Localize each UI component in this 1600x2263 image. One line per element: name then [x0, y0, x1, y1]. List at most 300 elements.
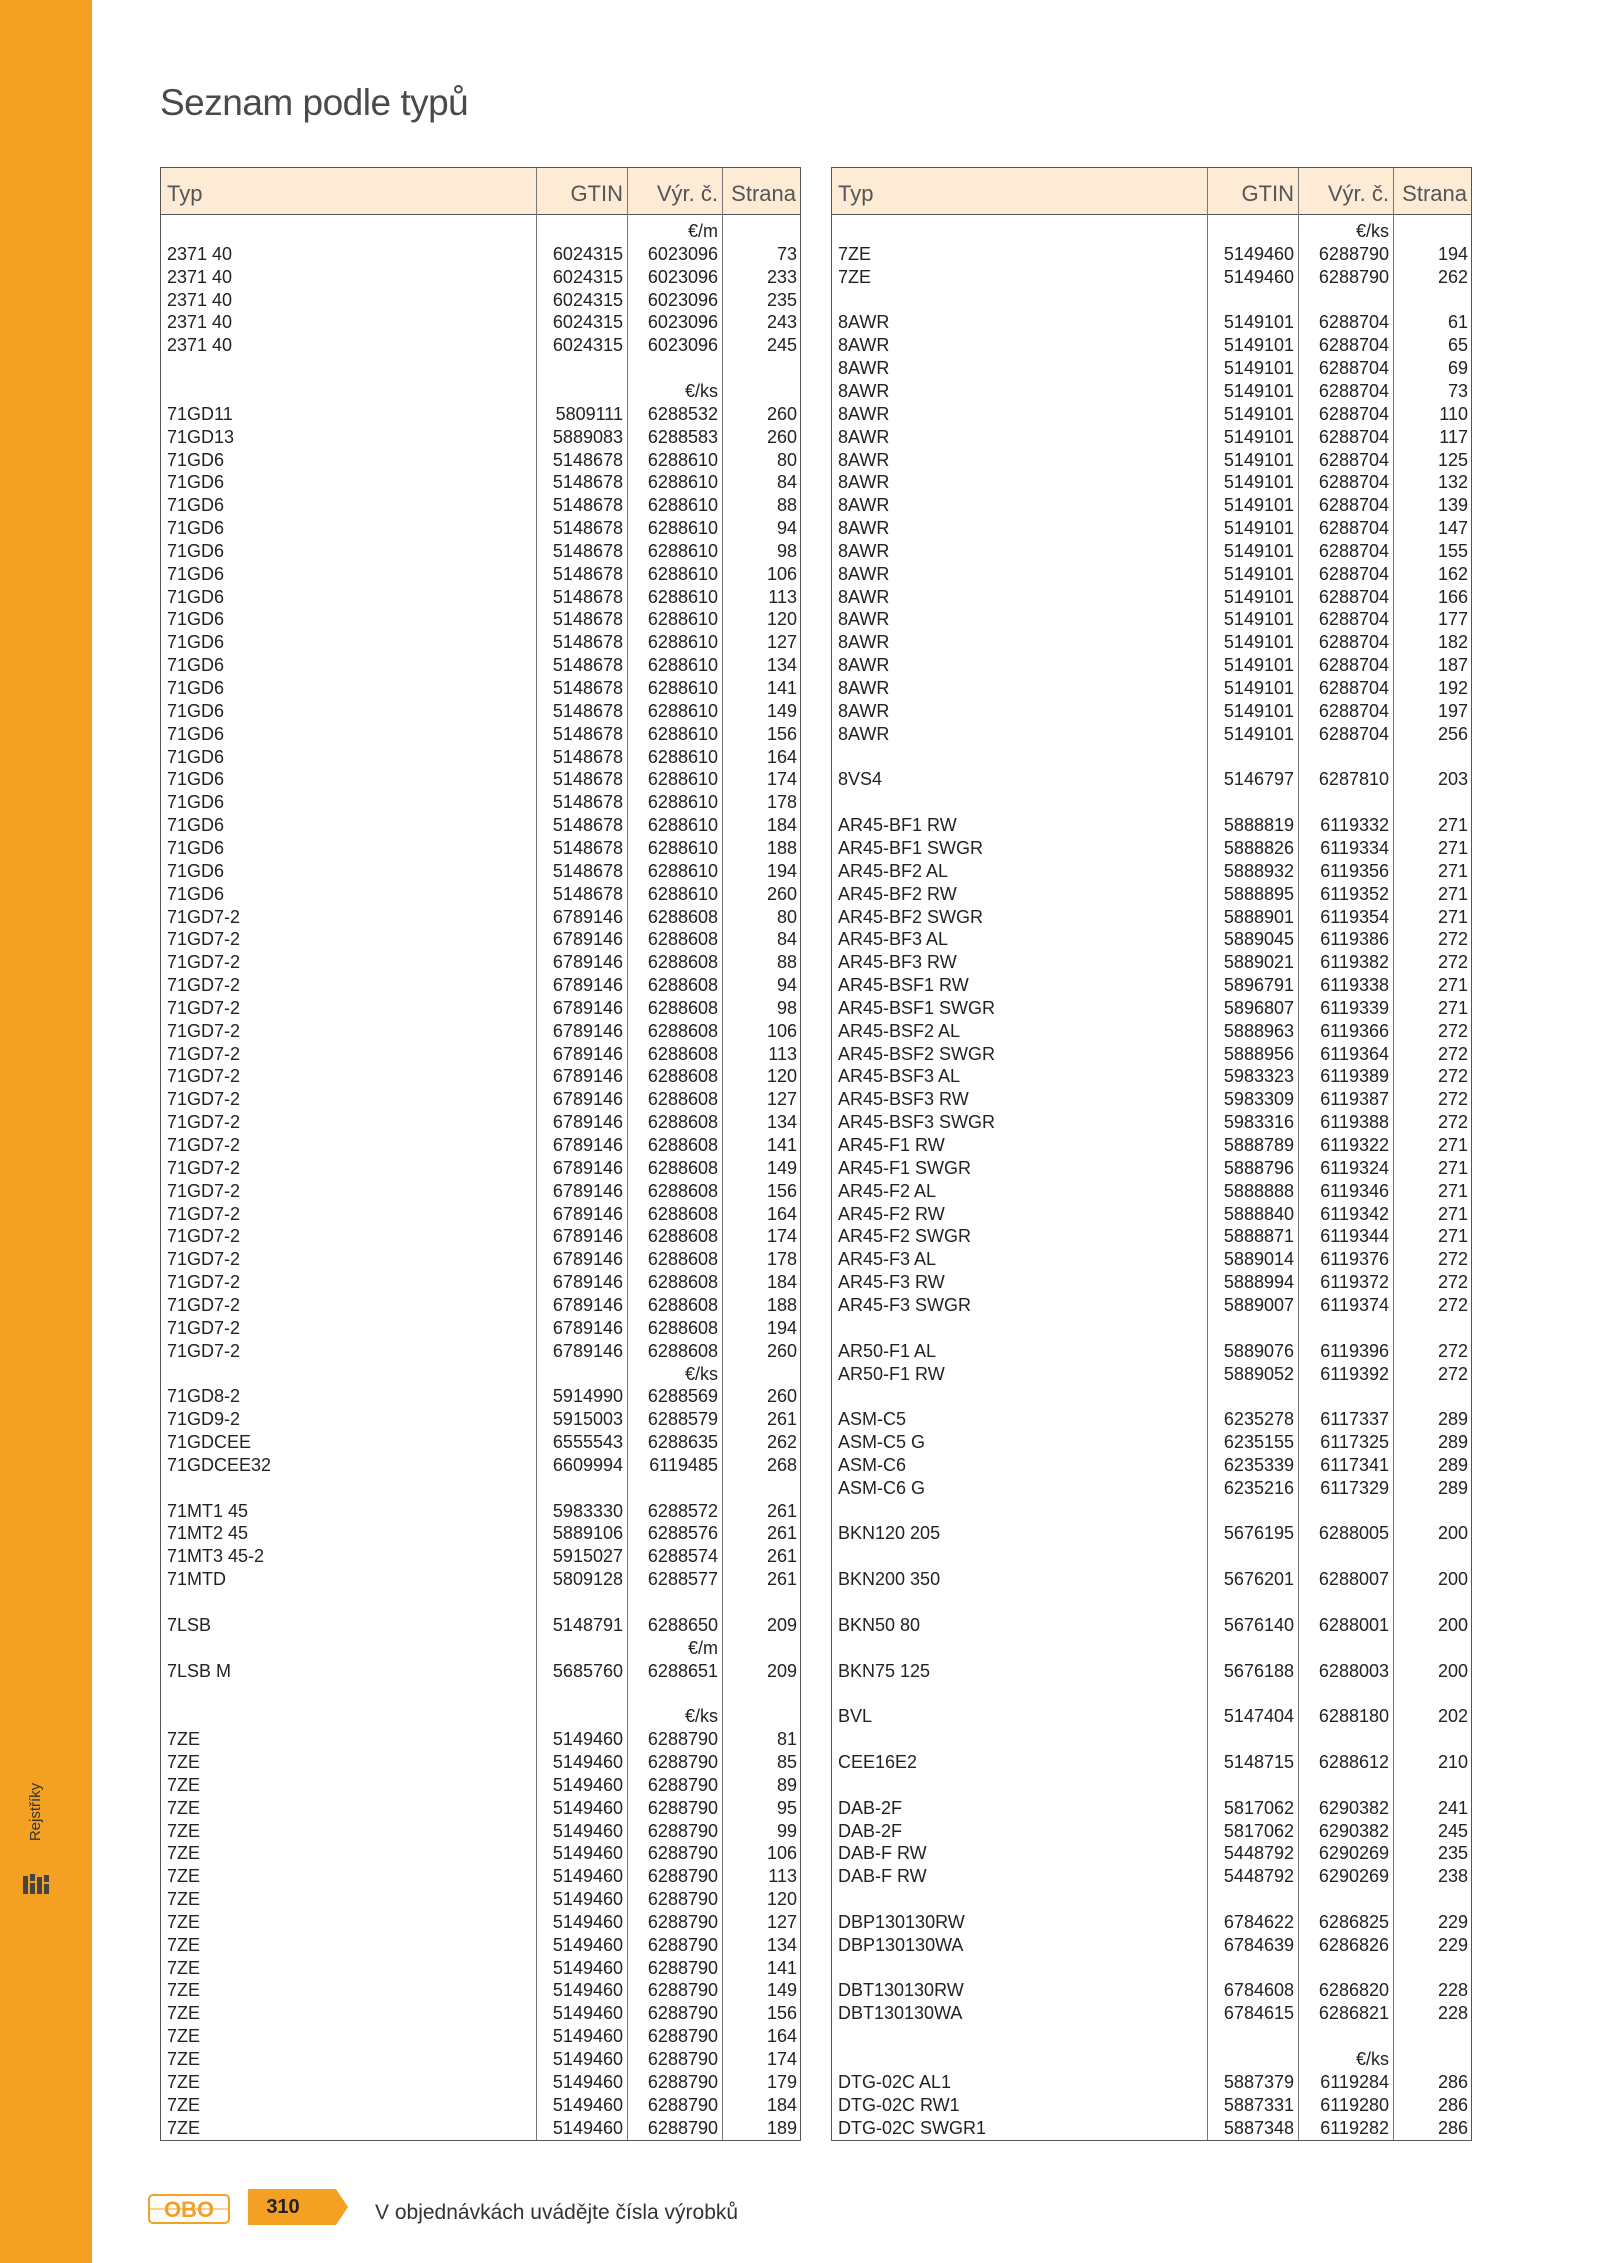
cell-strana: 73 — [1447, 380, 1468, 401]
cell-gtin: 5149460 — [552, 2026, 623, 2047]
cell-vyr: 6288650 — [647, 1614, 718, 1635]
cell-strana: 200 — [1437, 1569, 1468, 1590]
cell-gtin: 5887379 — [1223, 2071, 1294, 2092]
cell-typ: AR45-F2 AL — [838, 1180, 937, 1201]
cell-typ: 8AWR — [838, 678, 890, 698]
index-icon — [22, 1873, 50, 1895]
cell-typ: 7ZE — [167, 1774, 201, 1795]
cell-strana: 260 — [766, 1386, 797, 1407]
cell-strana: 94 — [776, 975, 797, 996]
table-row — [832, 906, 1471, 929]
cell-gtin: 5889014 — [1223, 1249, 1294, 1270]
cell-strana: 113 — [768, 1043, 797, 1064]
table-row — [161, 471, 800, 494]
cell-typ: 7LSB — [167, 1614, 212, 1635]
cell-strana: 262 — [766, 1432, 797, 1453]
cell-vyr: 6288704 — [1318, 358, 1389, 379]
cell-typ: BVL — [838, 1706, 873, 1727]
table-row — [161, 1111, 800, 1134]
cell-gtin: 5896791 — [1223, 975, 1294, 996]
cell-typ: AR45-F2 RW — [838, 1203, 945, 1224]
cell-strana: 228 — [1437, 1980, 1468, 2001]
cell-gtin: 6235155 — [1223, 1432, 1294, 1453]
cell-strana: 139 — [1437, 495, 1468, 516]
cell-typ: AR45-F2 SWGR — [838, 1226, 972, 1247]
cell-strana: 272 — [1437, 1020, 1468, 1041]
cell-strana: 106 — [766, 1843, 797, 1864]
cell-vyr: 6288608 — [647, 1317, 718, 1338]
cell-gtin: 5149460 — [552, 1751, 623, 1772]
cell-vyr: 6119392 — [1320, 1363, 1389, 1384]
cell-vyr: 6288610 — [647, 700, 718, 721]
cell-typ: 71GD6 — [167, 632, 225, 653]
cell-typ: 71GD7-2 — [167, 1066, 241, 1087]
cell-gtin: 6789146 — [552, 1157, 623, 1178]
cell-gtin: 5148678 — [552, 632, 623, 653]
cell-gtin: 5148715 — [1223, 1751, 1294, 1772]
cell-typ: AR45-BF2 SWGR — [838, 906, 984, 927]
spacer-row — [832, 1774, 1471, 1797]
table-row — [832, 426, 1471, 449]
cell-typ: 71GD7-2 — [167, 1157, 241, 1178]
cell-typ: AR45-F1 RW — [838, 1135, 945, 1155]
cell-vyr: 6119352 — [1320, 883, 1389, 904]
cell-typ: 7ZE — [167, 1843, 201, 1864]
cell-gtin: 5915027 — [552, 1546, 623, 1567]
cell-vyr: 6023096 — [647, 289, 718, 310]
cell-gtin: 6235216 — [1223, 1477, 1294, 1498]
cell-gtin: 5676188 — [1223, 1660, 1294, 1681]
cell-vyr: 6288608 — [647, 997, 718, 1018]
table-row — [161, 1568, 800, 1591]
cell-gtin: 5149101 — [1223, 632, 1294, 653]
table-row — [832, 494, 1471, 517]
cell-vyr: 6288612 — [1318, 1751, 1389, 1772]
cell-strana: 127 — [766, 632, 797, 653]
cell-gtin: 5888956 — [1223, 1043, 1294, 1064]
cell-strana: 272 — [1437, 929, 1468, 950]
cell-typ: 7ZE — [167, 1751, 201, 1772]
table-row — [161, 700, 800, 723]
cell-gtin: 5149101 — [1223, 563, 1294, 584]
cell-vyr: 6288790 — [647, 1957, 718, 1978]
cell-vyr: 6288790 — [647, 1843, 718, 1864]
cell-vyr: 6288610 — [647, 746, 718, 767]
cell-strana: 188 — [766, 837, 797, 858]
cell-strana: 156 — [766, 723, 797, 744]
cell-gtin: 6784622 — [1223, 1911, 1294, 1932]
cell-vyr: 6288610 — [647, 792, 718, 813]
cell-strana: 271 — [1437, 975, 1468, 996]
cell-strana: 182 — [1437, 632, 1468, 653]
cell-vyr: 6288790 — [647, 2071, 718, 2092]
cell-vyr: 6290269 — [1318, 1866, 1389, 1887]
cell-vyr: 6119376 — [1320, 1249, 1389, 1270]
cell-strana: 260 — [766, 1340, 797, 1361]
cell-vyr: 6288608 — [647, 975, 718, 996]
unit-row — [832, 2048, 1471, 2071]
cell-strana: 84 — [776, 472, 797, 493]
table-row — [161, 928, 800, 951]
cell-gtin: 6024315 — [552, 243, 623, 264]
cell-typ: 71GD7-2 — [167, 1317, 241, 1338]
cell-typ: ASM-C6 — [838, 1454, 907, 1475]
cell-typ: 8AWR — [838, 358, 890, 379]
cell-strana: 229 — [1437, 1911, 1468, 1932]
cell-typ: 8AWR — [838, 609, 890, 630]
cell-strana: 113 — [768, 586, 797, 607]
cell-strana: 271 — [1437, 837, 1468, 858]
table-row — [832, 951, 1471, 974]
cell-typ: 8AWR — [838, 495, 890, 516]
cell-typ: 71GD7-2 — [167, 1272, 241, 1293]
cell-strana: 241 — [1437, 1797, 1468, 1818]
cell-vyr: 6288610 — [647, 540, 718, 561]
cell-vyr: 6288790 — [647, 1774, 718, 1795]
table-row — [832, 266, 1471, 289]
table-row — [832, 1865, 1471, 1888]
cell-vyr: 6288704 — [1318, 472, 1389, 493]
cell-vyr: 6288790 — [647, 1729, 718, 1750]
table-row — [832, 1568, 1471, 1591]
cell-typ: 7ZE — [167, 2049, 201, 2069]
table-row — [161, 1431, 800, 1454]
cell-typ: AR45-F3 AL — [838, 1249, 937, 1270]
cell-vyr: 6286821 — [1318, 2003, 1389, 2024]
cell-vyr: 6288704 — [1318, 380, 1389, 401]
table-row — [161, 334, 800, 357]
cell-gtin: 5149101 — [1223, 380, 1294, 401]
table-row — [161, 1134, 800, 1157]
spacer-row — [832, 1317, 1471, 1340]
cell-typ: 7ZE — [838, 266, 872, 287]
cell-typ: 71GD7-2 — [167, 1340, 241, 1361]
cell-typ: AR45-BF3 RW — [838, 952, 957, 973]
cell-strana: 179 — [766, 2071, 797, 2092]
cell-typ: 71GD6 — [167, 837, 225, 858]
cell-gtin: 5983330 — [552, 1500, 623, 1521]
sidebar-strip — [0, 0, 92, 2263]
cell-typ: ASM-C5 — [838, 1409, 907, 1430]
table-row — [832, 837, 1471, 860]
cell-strana: 69 — [1447, 358, 1468, 379]
cell-gtin: 6789146 — [552, 1226, 623, 1247]
cell-typ: 71GD7-2 — [167, 906, 241, 927]
cell-typ: AR45-BSF2 SWGR — [838, 1043, 996, 1064]
cell-strana: 243 — [766, 312, 797, 333]
cell-gtin: 5149460 — [552, 2094, 623, 2115]
table-row — [832, 1408, 1471, 1431]
cell-typ: 71GD6 — [167, 700, 225, 721]
cell-typ: 71GDCEE — [167, 1432, 252, 1453]
cell-gtin: 6784608 — [1223, 1980, 1294, 2001]
cell-typ: AR45-BF1 RW — [838, 815, 957, 836]
cell-gtin: 6789146 — [552, 929, 623, 950]
cell-gtin: 5148678 — [552, 746, 623, 767]
cell-strana: 192 — [1437, 678, 1468, 698]
cell-vyr: 6288704 — [1318, 609, 1389, 630]
table-row — [832, 311, 1471, 334]
table-row — [832, 1842, 1471, 1865]
cell-gtin: 5888895 — [1223, 883, 1294, 904]
spacer-row — [832, 1545, 1471, 1568]
cell-typ: AR45-F3 RW — [838, 1272, 945, 1293]
table-row — [161, 1385, 800, 1408]
table-row — [161, 2002, 800, 2025]
cell-strana: 271 — [1437, 1157, 1468, 1178]
table-row — [832, 1363, 1471, 1386]
cell-gtin: 5149101 — [1223, 403, 1294, 424]
cell-gtin: 5888819 — [1223, 815, 1294, 836]
cell-typ: 8AWR — [838, 723, 890, 744]
cell-vyr: 6119344 — [1320, 1226, 1389, 1247]
cell-gtin: 5149460 — [552, 1866, 623, 1887]
unit-cell: €/ks — [684, 380, 718, 401]
cell-gtin: 5149460 — [552, 1957, 623, 1978]
cell-vyr: 6288608 — [647, 1249, 718, 1270]
table-row — [832, 586, 1471, 609]
cell-vyr: 6288704 — [1318, 335, 1389, 356]
cell-gtin: 5148678 — [552, 700, 623, 721]
cell-vyr: 6288608 — [647, 1180, 718, 1201]
table-row — [832, 723, 1471, 746]
cell-vyr: 6288704 — [1318, 403, 1389, 424]
cell-strana: 194 — [766, 1317, 797, 1338]
cell-gtin: 5148678 — [552, 860, 623, 881]
cell-typ: AR45-BF2 AL — [838, 860, 949, 881]
table-row — [832, 883, 1471, 906]
cell-typ: DTG-02C SWGR1 — [838, 2117, 987, 2138]
cell-vyr: 6119282 — [1320, 2117, 1389, 2138]
table-row — [161, 563, 800, 586]
table-row — [161, 723, 800, 746]
cell-vyr: 6290382 — [1318, 1820, 1389, 1841]
table-row — [161, 243, 800, 266]
cell-strana: 149 — [766, 1980, 797, 2001]
cell-typ: 8AWR — [838, 426, 890, 447]
cell-typ: 8AWR — [838, 700, 890, 721]
cell-gtin: 5888871 — [1223, 1226, 1294, 1247]
cell-vyr: 6119382 — [1320, 952, 1389, 973]
cell-gtin: 5149460 — [552, 1889, 623, 1910]
cell-strana: 200 — [1437, 1660, 1468, 1681]
cell-typ: AR45-F3 SWGR — [838, 1294, 972, 1315]
type-index-table-right — [831, 167, 1472, 2141]
cell-strana: 233 — [766, 266, 797, 287]
cell-typ: AR45-BSF3 AL — [838, 1066, 961, 1087]
table-row — [832, 334, 1471, 357]
cell-typ: 71GD6 — [167, 586, 225, 607]
cell-vyr: 6023096 — [647, 266, 718, 287]
cell-strana: 261 — [766, 1409, 797, 1430]
cell-vyr: 6288608 — [647, 906, 718, 927]
cell-strana: 189 — [766, 2117, 797, 2138]
spacer-row — [832, 2025, 1471, 2048]
cell-typ: AR45-BF2 RW — [838, 883, 957, 904]
cell-strana: 272 — [1437, 1249, 1468, 1270]
cell-vyr: 6119372 — [1320, 1272, 1389, 1293]
cell-typ: 7ZE — [838, 243, 872, 264]
cell-typ: 71GD6 — [167, 792, 225, 813]
table-row — [161, 951, 800, 974]
cell-typ: DBT130130RW — [838, 1980, 964, 2001]
cell-strana: 141 — [766, 1957, 797, 1978]
table-row — [832, 1660, 1471, 1683]
cell-vyr: 6290382 — [1318, 1797, 1389, 1818]
cell-gtin: 5148678 — [552, 586, 623, 607]
cell-vyr: 6288569 — [647, 1386, 718, 1407]
table-row — [161, 1911, 800, 1934]
cell-gtin: 5149460 — [552, 2049, 623, 2069]
cell-vyr: 6119280 — [1320, 2094, 1389, 2115]
cell-vyr: 6288790 — [647, 1751, 718, 1772]
cell-strana: 73 — [776, 243, 797, 264]
cell-vyr: 6288610 — [647, 860, 718, 881]
cell-typ: 8AWR — [838, 563, 890, 584]
cell-strana: 178 — [766, 1249, 797, 1270]
cell-gtin: 5809128 — [552, 1569, 623, 1590]
cell-gtin: 5149101 — [1223, 495, 1294, 516]
cell-gtin: 6789146 — [552, 1249, 623, 1270]
table-row — [161, 837, 800, 860]
cell-typ: 71GD6 — [167, 815, 225, 836]
cell-typ: 71GD6 — [167, 495, 225, 516]
cell-typ: 8AWR — [838, 655, 890, 676]
cell-strana: 94 — [776, 518, 797, 539]
column-header-gtin: GTIN — [570, 181, 623, 206]
table-row — [832, 1294, 1471, 1317]
cell-strana: 271 — [1437, 997, 1468, 1018]
cell-gtin: 6609994 — [552, 1454, 623, 1475]
table-row — [161, 494, 800, 517]
cell-typ: BKN50 80 — [838, 1614, 921, 1635]
cell-gtin: 5148678 — [552, 540, 623, 561]
table-row — [161, 289, 800, 312]
spacer-row — [832, 1385, 1471, 1408]
cell-strana: 166 — [1437, 586, 1468, 607]
cell-typ: DAB-F RW — [838, 1866, 927, 1887]
cell-vyr: 6288704 — [1318, 312, 1389, 333]
cell-strana: 200 — [1437, 1614, 1468, 1635]
spacer-row — [832, 1888, 1471, 1911]
cell-gtin: 5983323 — [1223, 1066, 1294, 1087]
unit-row — [161, 1637, 800, 1660]
cell-typ: 71GD7-2 — [167, 952, 241, 973]
cell-strana: 141 — [766, 678, 797, 698]
table-row — [832, 997, 1471, 1020]
cell-typ: 71GD6 — [167, 518, 225, 539]
cell-vyr: 6119322 — [1320, 1135, 1389, 1155]
table-row — [832, 403, 1471, 426]
cell-vyr: 6023096 — [647, 335, 718, 356]
cell-strana: 289 — [1437, 1432, 1468, 1453]
cell-typ: 71GD6 — [167, 472, 225, 493]
cell-typ: 71GD6 — [167, 769, 225, 790]
cell-strana: 178 — [766, 792, 797, 813]
spacer-row — [161, 1477, 800, 1500]
spacer-row — [832, 1591, 1471, 1614]
cell-strana: 120 — [766, 1889, 797, 1910]
table-row — [832, 2117, 1471, 2140]
unit-cell: €/m — [687, 1637, 718, 1658]
cell-vyr: 6288790 — [647, 1866, 718, 1887]
cell-strana: 261 — [766, 1569, 797, 1590]
table-row — [832, 449, 1471, 472]
cell-vyr: 6288635 — [647, 1432, 718, 1453]
cell-typ: AR50-F1 RW — [838, 1363, 945, 1384]
table-row — [161, 540, 800, 563]
cell-gtin: 6789146 — [552, 1020, 623, 1041]
table-row — [832, 1820, 1471, 1843]
cell-typ: 71GD7-2 — [167, 975, 241, 996]
cell-strana: 271 — [1437, 1226, 1468, 1247]
cell-gtin: 5148678 — [552, 449, 623, 470]
cell-typ: 7ZE — [167, 2003, 201, 2024]
cell-strana: 260 — [766, 883, 797, 904]
cell-strana: 209 — [766, 1614, 797, 1635]
cell-gtin: 5149101 — [1223, 586, 1294, 607]
spacer-row — [832, 1957, 1471, 1980]
cell-vyr: 6288180 — [1318, 1706, 1389, 1727]
cell-gtin: 5149460 — [1223, 266, 1294, 287]
cell-strana: 202 — [1437, 1706, 1468, 1727]
cell-typ: 7ZE — [167, 1889, 201, 1910]
cell-gtin: 5889007 — [1223, 1294, 1294, 1315]
cell-typ: 2371 40 — [167, 289, 233, 310]
cell-gtin: 5148678 — [552, 609, 623, 630]
cell-typ: 71GDCEE32 — [167, 1454, 272, 1475]
cell-vyr: 6288583 — [647, 426, 718, 447]
cell-strana: 271 — [1437, 1135, 1468, 1155]
cell-gtin: 5149101 — [1223, 518, 1294, 539]
cell-typ: CEE16E2 — [838, 1751, 918, 1772]
cell-typ: 2371 40 — [167, 243, 233, 264]
column-header-vyr: Výr. č. — [1327, 181, 1389, 206]
table-row — [161, 1065, 800, 1088]
cell-vyr: 6288704 — [1318, 723, 1389, 744]
cell-gtin: 5148678 — [552, 472, 623, 493]
cell-vyr: 6119346 — [1320, 1180, 1389, 1201]
cell-typ: 71MT3 45-2 — [167, 1546, 265, 1567]
table-row — [832, 1751, 1471, 1774]
obo-logo — [148, 2193, 230, 2225]
type-index-table-left — [160, 167, 801, 2141]
cell-typ: AR45-BSF3 SWGR — [838, 1112, 996, 1133]
cell-vyr: 6288790 — [647, 2026, 718, 2047]
cell-strana: 134 — [766, 1112, 797, 1133]
cell-gtin: 6789146 — [552, 1180, 623, 1201]
table-row — [161, 1957, 800, 1980]
cell-gtin: 5983316 — [1223, 1112, 1294, 1133]
cell-strana: 95 — [776, 1797, 797, 1818]
cell-strana: 229 — [1437, 1934, 1468, 1955]
cell-typ: 71GD6 — [167, 883, 225, 904]
table-row — [161, 814, 800, 837]
table-row — [832, 357, 1471, 380]
cell-typ: 71GD8-2 — [167, 1386, 241, 1407]
cell-strana: 261 — [766, 1546, 797, 1567]
cell-gtin: 5149460 — [552, 1729, 623, 1750]
cell-vyr: 6288704 — [1318, 563, 1389, 584]
cell-vyr: 6119485 — [649, 1454, 718, 1475]
table-row — [832, 243, 1471, 266]
cell-typ: DTG-02C RW1 — [838, 2094, 960, 2115]
cell-vyr: 6288610 — [647, 449, 718, 470]
cell-typ: 8AWR — [838, 380, 890, 401]
table-row — [161, 426, 800, 449]
cell-gtin: 5149101 — [1223, 700, 1294, 721]
table-row — [832, 1180, 1471, 1203]
